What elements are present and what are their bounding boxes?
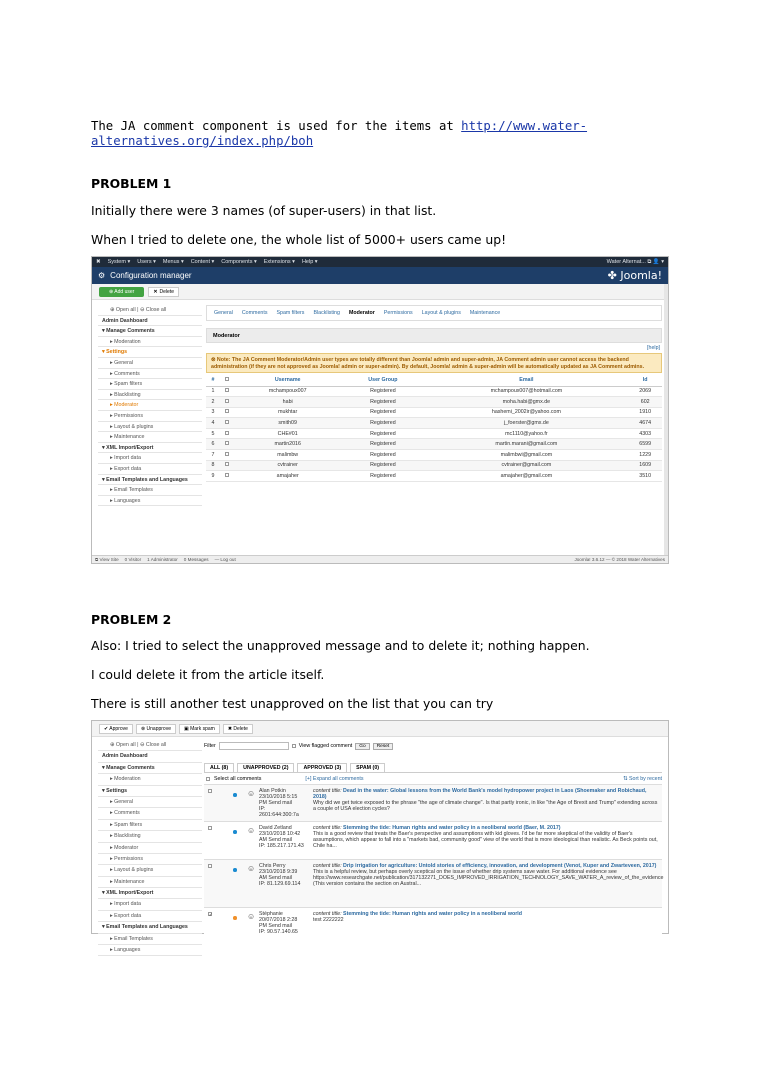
sidebar-item[interactable]: ▾ Email Templates and Languages: [98, 475, 202, 486]
sidebar-item[interactable]: ▸ Maintenance: [98, 432, 202, 443]
row-select[interactable]: [220, 428, 234, 439]
topbar-menu-item[interactable]: Content ▾: [190, 259, 215, 265]
row-number: 9: [206, 471, 220, 482]
config-tabs: [206, 305, 662, 321]
table-row: [206, 386, 662, 397]
sidebar-item[interactable]: ▸ Import data: [98, 899, 202, 910]
topbar-menu-item[interactable]: Components ▾: [221, 259, 257, 265]
sidebar-item[interactable]: ▸ General: [98, 797, 202, 808]
sidebar-item[interactable]: ⊕ Open all | ⊖ Close all: [98, 740, 202, 751]
comment-checkbox[interactable]: [208, 789, 212, 793]
checkbox[interactable]: [225, 462, 229, 466]
delete-button[interactable]: ✕ Delete: [148, 287, 179, 297]
email-cell: mc1110@yahoo.fr: [424, 428, 628, 439]
comment-body: This is a good review that treats the Baer's perspective and assumptions with kid gloves. I'd be far more skeptical of the validity of Baer's assumptions, which appear to fall into a "markets bad, community good" view of the world that is more ideological than realistic. As Beck points out, Chile ha...: [313, 831, 658, 849]
content-title-label: content title:: [313, 788, 344, 794]
sidebar-item[interactable]: ▾ Email Templates and Languages: [98, 922, 202, 933]
row-number: 3: [206, 407, 220, 418]
smiley-icon: ☺: [247, 864, 256, 873]
intro-text: The JA comment component is used for the items at http://www.water-alternatives.org/index.php/boh: [91, 119, 588, 148]
select-all-checkbox[interactable]: [206, 777, 210, 781]
comment-text: [313, 825, 660, 849]
problem2-line1: Also: I tried to select the unapproved message and to delete it; nothing happen.: [91, 638, 590, 653]
id-cell: 1910: [628, 407, 662, 418]
checkbox[interactable]: [225, 409, 229, 413]
filter-bar: [204, 740, 662, 752]
username-cell: malimbw: [234, 450, 341, 461]
section-title: Moderator: [206, 328, 662, 343]
sidebar-item[interactable]: ▸ Import data: [98, 453, 202, 464]
row-number: 5: [206, 428, 220, 439]
gear-icon: ⚙: [98, 271, 106, 280]
id-cell: 2069: [628, 386, 662, 397]
footer-item[interactable]: ⧉ View Site: [95, 557, 119, 562]
id-cell: 1609: [628, 460, 662, 471]
comment-body: This is a helpful review, but perhaps overly sceptical on the issue of whether drip systems save water. For additional evidence see https://www.researchgate.net/publication/317132271_DOES_IMPROVED_IRRIGATION_TECHNOLOGY_SAVE_WATER_A_review_of_the_evidence (This version contains the section on Austral...: [313, 869, 664, 887]
row-select[interactable]: [220, 471, 234, 482]
page-header: [92, 267, 668, 284]
table-row: [206, 439, 662, 450]
filter-label: Filter: [204, 743, 216, 749]
footer-item[interactable]: 0 Messages: [183, 557, 209, 562]
admin-topbar: [92, 257, 668, 267]
toolbar-button[interactable]: ✔ Approve: [99, 724, 133, 734]
comment-checkbox[interactable]: [208, 826, 212, 830]
username-cell: CHE#01: [234, 428, 341, 439]
problem2-title: PROBLEM 2: [91, 612, 172, 627]
row-select[interactable]: [220, 418, 234, 429]
email-cell: mchampoux007@hotmail.com: [424, 386, 628, 397]
content-title-label: content title:: [313, 863, 344, 869]
email-cell: malimbwi@gmail.com: [424, 450, 628, 461]
comment-text: [313, 863, 664, 887]
id-cell: 4303: [628, 428, 662, 439]
usergroup-cell: Registered: [341, 386, 424, 397]
checkbox[interactable]: [225, 441, 229, 445]
sidebar-item[interactable]: ▾ Settings: [98, 347, 202, 358]
comment-author: Alan Potkin 23/10/2018 5:15 PM Send mail IP: 2601:644:300:7a: [259, 788, 299, 818]
comment-tab[interactable]: UNAPPROVED (2): [237, 763, 294, 772]
page-title: Configuration manager: [110, 271, 192, 280]
filter-input[interactable]: [219, 742, 289, 750]
sidebar-item[interactable]: ▸ Languages: [98, 945, 202, 956]
table-row: [206, 418, 662, 429]
sidebar-item[interactable]: ▸ Maintenance: [98, 877, 202, 888]
comment-row: [204, 907, 662, 945]
table-row: [206, 397, 662, 408]
sidebar: [98, 305, 202, 506]
problem1-line2: When I tried to delete one, the whole list of 5000+ users came up!: [91, 232, 507, 247]
problem1-title: PROBLEM 1: [91, 176, 172, 191]
sidebar-item[interactable]: ▸ Permissions: [98, 411, 202, 422]
status-dot: [233, 793, 237, 797]
comment-row: [204, 821, 662, 859]
toolbar-button[interactable]: ▣ Mark spam: [179, 724, 220, 734]
email-cell: cvtrainer@gmail.com: [424, 460, 628, 471]
joomla-icon[interactable]: ✖: [96, 259, 101, 265]
table-row: [206, 407, 662, 418]
comment-row: [204, 784, 662, 821]
status-dot: [233, 830, 237, 834]
sidebar-item[interactable]: ▸ General: [98, 358, 202, 369]
comment-checkbox[interactable]: ✓: [209, 912, 213, 917]
sidebar-item[interactable]: ▾ Manage Comments: [98, 326, 202, 337]
view-flagged-checkbox[interactable]: [292, 744, 296, 748]
sidebar-item[interactable]: ▸ Layout & plugins: [98, 422, 202, 433]
toolbar: [92, 284, 668, 300]
sidebar-item[interactable]: ▾ XML Import/Export: [98, 888, 202, 899]
topbar-menu-item[interactable]: Extensions ▾: [263, 259, 295, 265]
sidebar: [98, 740, 202, 956]
usergroup-cell: Registered: [341, 450, 424, 461]
sidebar-item[interactable]: ▸ Comments: [98, 369, 202, 380]
column-header[interactable]: [220, 375, 234, 386]
go-button[interactable]: Go: [355, 743, 369, 750]
reset-button[interactable]: Reset: [373, 743, 394, 750]
comment-author: Chris Perry 23/10/2018 9:39 AM Send mail IP: 81.129.69.114: [259, 863, 301, 887]
comment-tab[interactable]: ALL (8): [204, 763, 234, 772]
column-header[interactable]: Username: [234, 375, 341, 386]
comment-body: Why did we get twice exposed to the phrase "the age of climate change". Is that partly ironic, in like "the Age of Brexit and Trump" extending across a couple of USA election cycles?: [313, 800, 658, 812]
checkbox[interactable]: [225, 420, 229, 424]
column-header[interactable]: User Group: [341, 375, 424, 386]
id-cell: 4674: [628, 418, 662, 429]
sidebar-item[interactable]: ▸ Email Templates: [98, 485, 202, 496]
tab-item[interactable]: Blacklisting: [313, 310, 340, 316]
sidebar-item[interactable]: ▸ Comments: [98, 808, 202, 819]
toolbar-button[interactable]: ✖ Delete: [223, 724, 253, 734]
article-title-link[interactable]: Dead in the water: Global lessons from the World Bank's model hydropower project in Laos (Shoemaker and Robichaud, 2018): [313, 788, 647, 800]
smiley-icon: ☺: [247, 912, 256, 921]
screenshot-comments: [91, 720, 669, 954]
row-select[interactable]: [220, 439, 234, 450]
comment-checkbox[interactable]: [208, 864, 212, 868]
comment-toolbar: [92, 721, 668, 737]
comment-author: David Zetland 23/10/2018 10:42 AM Send mail IP: 185.217.171.43: [259, 825, 304, 849]
problem2-line3: There is still another test unapproved on the list that you can try: [91, 696, 494, 711]
sidebar-item[interactable]: ⊕ Open all | ⊖ Close all: [98, 305, 202, 316]
username-cell: amajaher: [234, 471, 341, 482]
usergroup-cell: Registered: [341, 397, 424, 408]
table-row: [206, 460, 662, 471]
sidebar-item[interactable]: ▾ XML Import/Export: [98, 443, 202, 454]
smiley-icon: ☺: [247, 826, 256, 835]
row-select[interactable]: [220, 386, 234, 397]
row-number: 4: [206, 418, 220, 429]
sidebar-item[interactable]: ▸ Languages: [98, 496, 202, 507]
checkbox[interactable]: [225, 473, 229, 477]
comment-body: test 2222222: [313, 917, 344, 923]
topbar-menu-item[interactable]: System ▾: [107, 259, 131, 265]
email-cell: hashemi_2002ir@yahoo.com: [424, 407, 628, 418]
tab-item[interactable]: Comments: [241, 310, 268, 316]
sort-link[interactable]: ⇅ Sort by recent: [623, 775, 662, 782]
content-title-label: content title:: [313, 825, 344, 831]
comment-tab[interactable]: APPROVED (3): [297, 763, 347, 772]
sidebar-item[interactable]: ▸ Email Templates: [98, 934, 202, 945]
id-cell: 3510: [628, 471, 662, 482]
topbar-menu-item[interactable]: Users ▾: [137, 259, 156, 265]
username-cell: martin2016: [234, 439, 341, 450]
table-row: [206, 450, 662, 461]
screenshot-moderator: [91, 256, 669, 564]
tab-item[interactable]: Moderator: [348, 310, 375, 316]
comment-text: [313, 788, 660, 812]
column-header[interactable]: Email: [424, 375, 628, 386]
row-number: 6: [206, 439, 220, 450]
email-cell: moha.habi@gmx.de: [424, 397, 628, 408]
content-title-label: content title:: [313, 911, 344, 917]
username-cell: habi: [234, 397, 341, 408]
checkbox[interactable]: [225, 431, 229, 435]
comment-tabs: [204, 762, 662, 773]
status-dot: [233, 916, 237, 920]
row-number: 8: [206, 460, 220, 471]
expand-all-link[interactable]: [+] Expand all comments: [305, 775, 364, 782]
checkbox[interactable]: [225, 388, 229, 392]
email-cell: j_foerster@gmx.de: [424, 418, 628, 429]
row-select[interactable]: [220, 397, 234, 408]
list-controls: [204, 773, 662, 784]
tab-item[interactable]: General: [214, 310, 233, 316]
status-footer: [92, 555, 668, 563]
sidebar-item[interactable]: ▸ Moderator: [98, 843, 202, 854]
comment-row: [204, 859, 662, 907]
username-cell: mukhtar: [234, 407, 341, 418]
comment-text: [313, 911, 660, 923]
row-select[interactable]: [220, 450, 234, 461]
usergroup-cell: Registered: [341, 460, 424, 471]
sidebar-item[interactable]: ▸ Blacklisting: [98, 831, 202, 842]
usergroup-cell: Registered: [341, 407, 424, 418]
footer-item[interactable]: — Log out: [214, 557, 236, 562]
checkbox[interactable]: [225, 452, 229, 456]
usergroup-cell: Registered: [341, 418, 424, 429]
sidebar-item[interactable]: ▸ Export data: [98, 911, 202, 922]
usergroup-cell: Registered: [341, 471, 424, 482]
view-flagged-label: View flagged comment: [298, 743, 353, 749]
column-header[interactable]: Id: [628, 375, 662, 386]
sidebar-item[interactable]: ▾ Settings: [98, 786, 202, 797]
help-link[interactable]: [help]: [647, 345, 660, 351]
sidebar-item[interactable]: ▸ Moderation: [98, 337, 202, 348]
sidebar-item[interactable]: Admin Dashboard: [98, 751, 202, 762]
warning-note: ⊗ Note: The JA Comment Moderator/Admin user types are totally different than Joomla! admin and super-admin, JA Comment admin user cannot access the backend administration (if they are not approved as Joomla! admin or super-admin). By default, Joomla! admin & super-admin will be automatically updated as JA Comment admins.: [206, 353, 662, 373]
topbar-menu-item[interactable]: Help ▾: [301, 259, 318, 265]
username-cell: mchampoux007: [234, 386, 341, 397]
sidebar-item[interactable]: ▸ Blacklisting: [98, 390, 202, 401]
sidebar-item[interactable]: ▸ Spam filters: [98, 820, 202, 831]
tab-item[interactable]: Maintenance: [469, 310, 501, 316]
row-number: 1: [206, 386, 220, 397]
row-number: 7: [206, 450, 220, 461]
row-select[interactable]: [220, 460, 234, 471]
table-row: [206, 428, 662, 439]
smiley-icon: ☺: [247, 789, 256, 798]
problem2-line2: I could delete it from the article itself.: [91, 667, 325, 682]
close-icon: ✕: [153, 288, 158, 295]
sidebar-item[interactable]: ▸ Moderation: [98, 774, 202, 785]
comment-list: [204, 784, 662, 945]
comment-tab[interactable]: SPAM (0): [350, 763, 385, 772]
tab-item[interactable]: Layout & plugins: [421, 310, 461, 316]
usergroup-cell: Registered: [341, 439, 424, 450]
checkbox[interactable]: [225, 399, 229, 403]
sidebar-item[interactable]: Admin Dashboard: [98, 316, 202, 327]
sidebar-item[interactable]: ▸ Layout & plugins: [98, 865, 202, 876]
username-cell: smith09: [234, 418, 341, 429]
moderator-table: [206, 375, 662, 482]
row-select[interactable]: [220, 407, 234, 418]
footer-item[interactable]: 0 Visitor: [124, 557, 142, 562]
row-number: 2: [206, 397, 220, 408]
id-cell: 602: [628, 397, 662, 408]
email-cell: amajaher@gmail.com: [424, 471, 628, 482]
id-cell: 1229: [628, 450, 662, 461]
scrollbar[interactable]: [664, 284, 668, 555]
select-all-label: Select all comments: [214, 775, 262, 782]
status-dot: [233, 868, 237, 872]
email-cell: martin.marani@gmail.com: [424, 439, 628, 450]
sidebar-item[interactable]: ▸ Spam filters: [98, 379, 202, 390]
sidebar-item[interactable]: ▾ Manage Comments: [98, 763, 202, 774]
topbar-user[interactable]: Water Alternat... ⧉ 👤 ▾: [606, 258, 664, 265]
column-header[interactable]: #: [206, 375, 220, 386]
id-cell: 6599: [628, 439, 662, 450]
footer-item[interactable]: 1 Administrator: [147, 557, 178, 562]
joomla-logo: ✤ Joomla!: [607, 269, 662, 282]
sidebar-item[interactable]: ▸ Moderator: [98, 400, 202, 411]
usergroup-cell: Registered: [341, 428, 424, 439]
sidebar-item[interactable]: ▸ Permissions: [98, 854, 202, 865]
table-row: [206, 471, 662, 482]
toolbar-button[interactable]: ⊗ Unapprove: [136, 724, 176, 734]
checkbox[interactable]: [225, 377, 229, 381]
problem1-line1: Initially there were 3 names (of super-users) in that list.: [91, 203, 437, 218]
topbar-menu-item[interactable]: Menus ▾: [162, 259, 184, 265]
tab-item[interactable]: Permissions: [383, 310, 413, 316]
comment-author: Stéphanie 20/07/2018 2:28 PM Send mail IP: 90.57.140.65: [259, 911, 298, 935]
article-title-link[interactable]: Stemming the tide: Human rights and water policy in a neoliberal world: [343, 911, 522, 917]
footer-version: Joomla! 3.6.12 — © 2018 Water Alternatives: [574, 557, 665, 562]
boh-link[interactable]: http://www.water-alternatives.org/index.php/boh: [91, 119, 588, 148]
article-title-link[interactable]: Stemming the tide: Human rights and water policy in a neoliberal world (Baer, M. 2017): [343, 825, 561, 831]
tab-item[interactable]: Spam filters: [276, 310, 305, 316]
add-user-button[interactable]: ⊕ Add user: [99, 287, 144, 297]
article-title-link[interactable]: Drip irrigation for agriculture: Untold stories of efficiency, innovation, and development (Venot, Kuper and Zwarteveen, 2017): [343, 863, 657, 869]
username-cell: cvtrainer: [234, 460, 341, 471]
sidebar-item[interactable]: ▸ Export data: [98, 464, 202, 475]
